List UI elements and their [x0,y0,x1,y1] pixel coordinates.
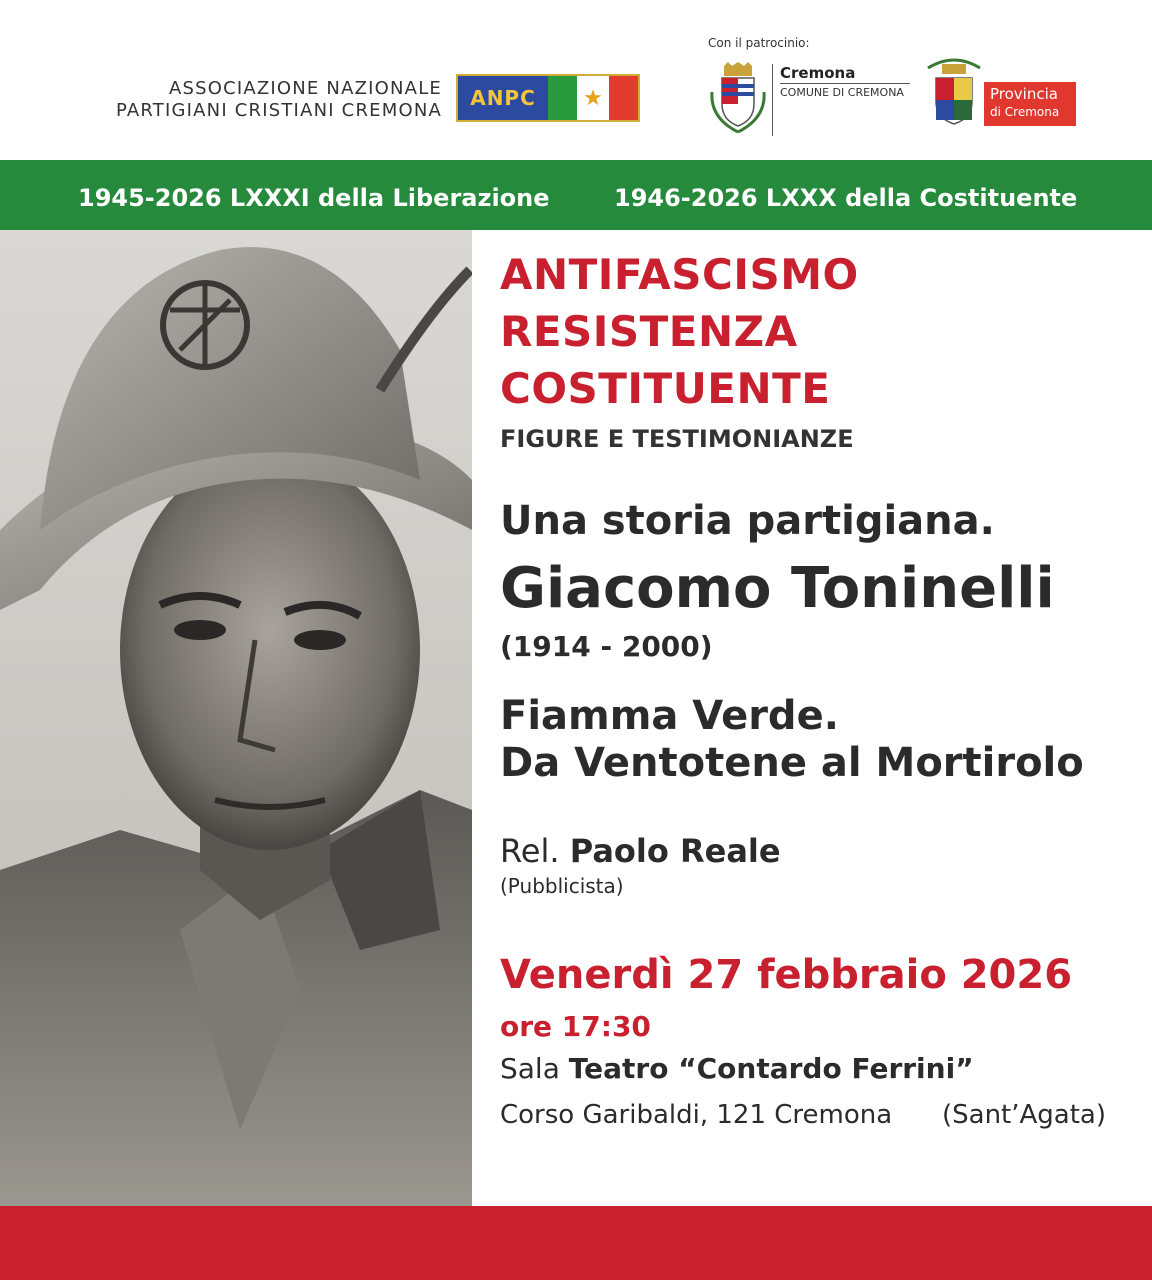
talk-title-line-1: Fiamma Verde. [500,693,839,739]
theme-subtitle: FIGURE E TESTIMONIANZE [500,425,854,453]
event-address: Corso Garibaldi, 121 Cremona [500,1100,893,1130]
star-icon: ★ [577,76,608,120]
comune-rule [780,83,910,84]
theme-costituente: COSTITUENTE [500,364,831,413]
flag-red-stripe [609,76,638,120]
partisan-name: Giacomo Toninelli [500,556,1055,621]
cremona-city-crest-icon [708,62,768,140]
flag-green-stripe [548,76,577,120]
association-name [50,78,442,122]
association-line-1: ASSOCIAZIONE NAZIONALE [168,78,442,99]
theme-resistenza: RESISTENZA [500,307,798,356]
patronage-label: Con il patrocinio: [708,36,810,50]
partisan-portrait-photo [0,230,472,1206]
divider-line [772,64,773,136]
speaker-role: (Pubblicista) [500,874,624,898]
event-time: ore 17:30 [500,1010,651,1043]
talk-heading: Una storia partigiana. [500,498,995,544]
event-district: (Sant’Agata) [942,1100,1107,1130]
constituent-anniversary: 1946-2026 LXXX della Costituente [614,184,1078,212]
anpc-logo [456,74,640,122]
event-date: Venerdì 27 febbraio 2026 [500,952,1073,998]
footer-red-band [0,1206,1152,1280]
comune-name: Cremona [780,64,856,82]
event-venue [500,1052,974,1085]
speaker-prefix: Rel. [500,832,560,870]
speaker-name: Paolo Reale [569,832,781,870]
association-line-2: PARTIGIANI CRISTIANI CREMONA [115,100,442,121]
provincia-crest-icon [924,54,984,132]
provincia-label [984,82,1076,126]
venue-prefix: Sala [500,1052,560,1085]
talk-title-line-2: Da Ventotene al Mortirolo [500,740,1084,786]
comune-subtitle: COMUNE DI CREMONA [780,86,904,99]
partisan-dates: (1914 - 2000) [500,630,713,663]
provincia-line-1: Provincia [990,85,1058,103]
speaker [500,832,781,870]
liberation-anniversary: 1945-2026 LXXXI della Liberazione [78,184,550,212]
venue-name: Teatro “Contardo Ferrini” [568,1052,974,1085]
theme-antifascismo: ANTIFASCISMO [500,250,859,299]
provincia-line-2: di Cremona [990,105,1060,119]
portrait-illustration [0,230,472,1206]
anpc-label: ANPC [458,76,548,120]
